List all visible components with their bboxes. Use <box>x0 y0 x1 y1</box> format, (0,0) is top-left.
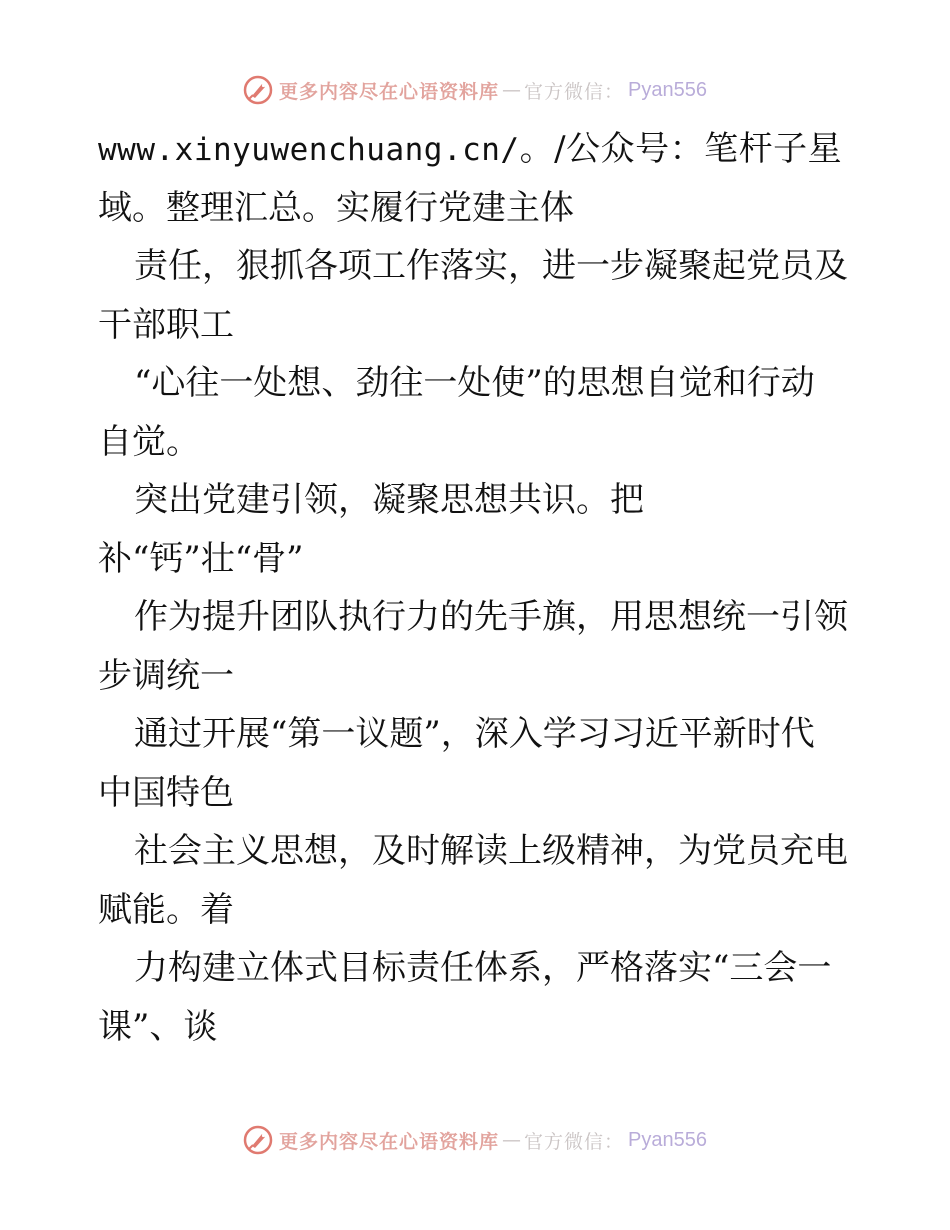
body-line-1 <box>98 120 858 179</box>
banner-wechat-id: Pyan556 <box>628 78 707 101</box>
body-line-4: 干部职工 <box>98 304 234 345</box>
banner-slogan: 更多内容尽在心语资料库 <box>279 1130 500 1153</box>
body-line-14: 赋能。着 <box>98 889 234 930</box>
body-line-2: 域。整理汇总。实履行党建主体 <box>98 187 574 228</box>
banner-wechat-id: Pyan556 <box>628 1128 707 1151</box>
body-line-10: 步调统一 <box>98 655 234 696</box>
pen-nib-logo-icon <box>243 1125 273 1155</box>
pen-nib-logo-icon <box>243 75 273 105</box>
document-body <box>98 120 858 1056</box>
source-url: www.xinyuwenchuang.cn/ <box>98 132 520 168</box>
body-line-16: 课”、谈 <box>98 1006 218 1047</box>
body-line-15: 力构建立体式目标责任体系，严格落实“三会一 <box>134 948 832 988</box>
body-line-8: 补“钙”壮“骨” <box>98 538 304 579</box>
body-line-12: 中国特色 <box>98 772 234 813</box>
banner-contact-label: 官方微信： <box>524 1130 625 1153</box>
body-line-9: 作为提升团队执行力的先手旗，用思想统一引领 <box>134 597 848 637</box>
footer-banner <box>0 1120 950 1160</box>
banner-dash: — <box>502 1129 522 1151</box>
body-line-6: 自觉。 <box>98 421 200 462</box>
header-banner <box>0 70 950 110</box>
body-line-7: 突出党建引领，凝聚思想共识。把 <box>134 480 644 520</box>
body-line-5: “心往一处想、劲往一处使”的思想自觉和行动 <box>134 363 815 403</box>
body-line-1-text: 。/公众号：笔杆子星 <box>519 129 843 169</box>
banner-contact-label: 官方微信： <box>524 80 625 103</box>
banner-slogan: 更多内容尽在心语资料库 <box>279 80 500 103</box>
body-line-3: 责任，狠抓各项工作落实，进一步凝聚起党员及 <box>134 246 848 286</box>
body-line-13: 社会主义思想，及时解读上级精神，为党员充电 <box>134 831 848 871</box>
banner-dash: — <box>502 79 522 101</box>
body-line-11: 通过开展“第一议题”，深入学习习近平新时代 <box>134 714 815 754</box>
